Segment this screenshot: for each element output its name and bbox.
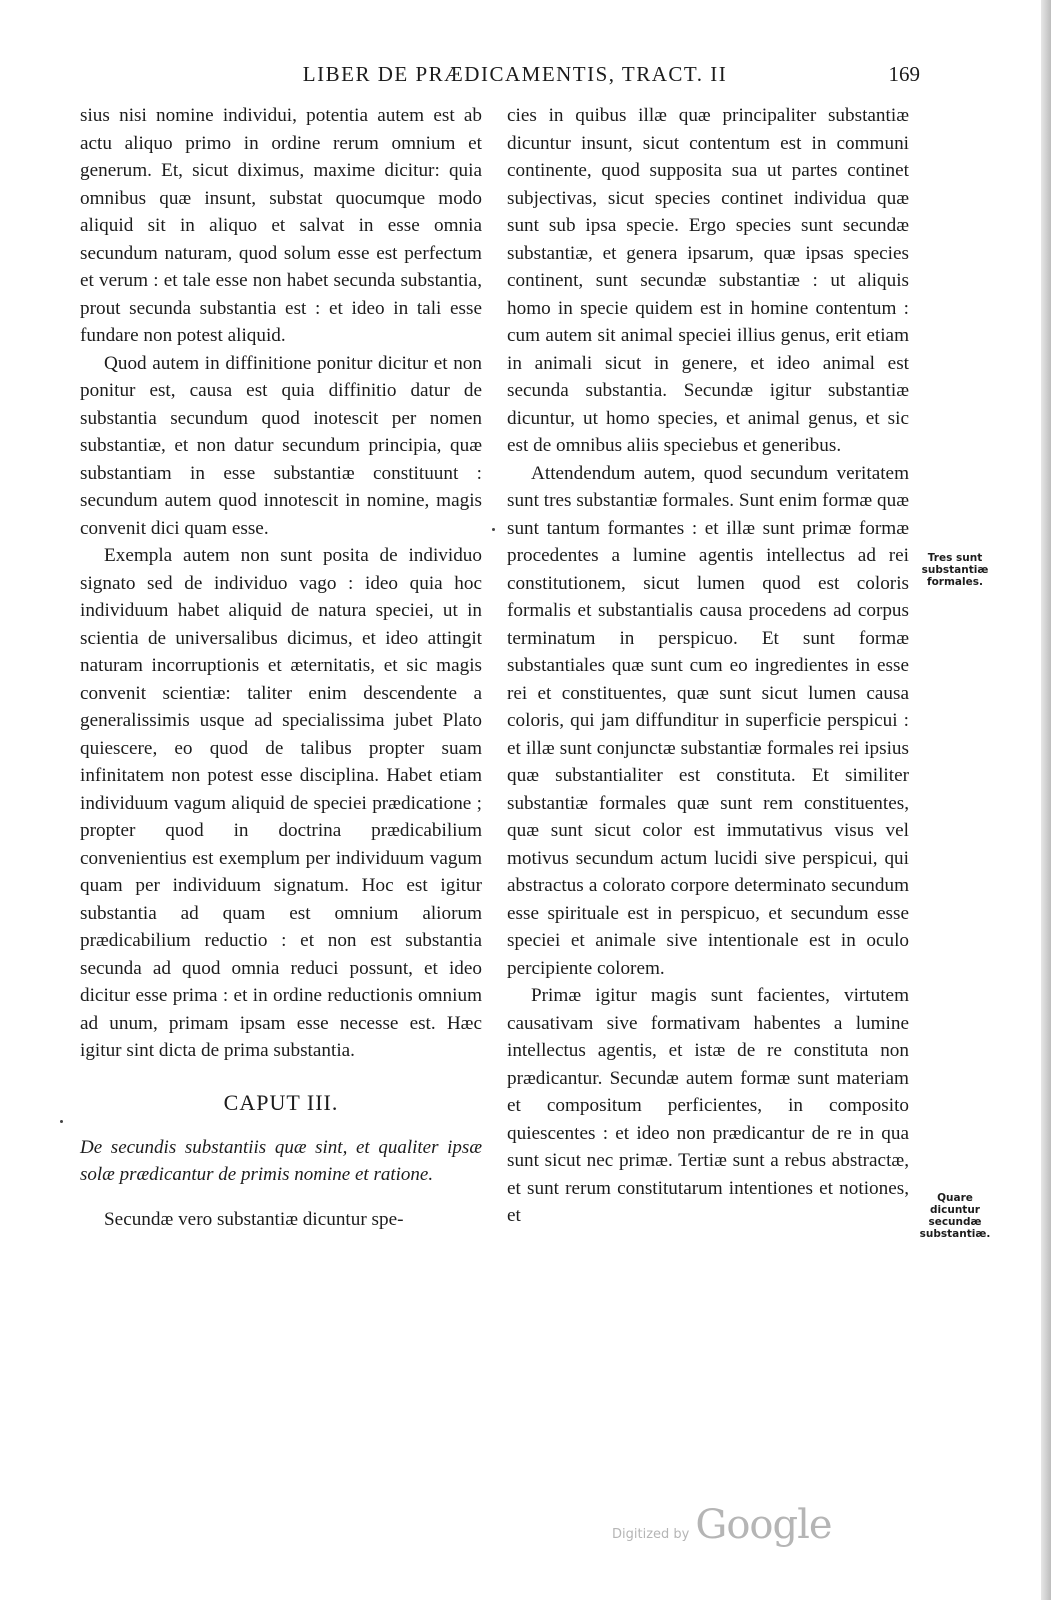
print-speck [492, 528, 495, 531]
paragraph: cies in quibus illæ quæ principaliter substantiæ dicuntur insunt, sicut contentum est in communi continente, quod supposita sua ut partes continet subjectivas, sicut species continet individua quæ sunt sub ipsa specie. Ergo species sunt secundæ substantiæ, et genera ipsarum, quæ ipsas species continent, sunt secundæ substantiæ : ut aliquis homo in specie quidem est in homine contentum : cum autem sit animal speciei illius genus, erit etiam in animali sicut in genere, et ideo animal est secunda substantia. Secundæ igitur substantiæ dicuntur, ut homo species, et animal genus, et sic est de omnibus aliis speciebus et generibus. [507, 105, 909, 456]
digitized-watermark [612, 1502, 832, 1548]
paragraph: Quod autem in diffinitione ponitur dicitur et non ponitur est, causa est quia diffinitio datur de substantia secundum quod inotescit per nomen substantiæ, et non datur secundum principia, quæ substantiam in esse substantiæ constituunt : secundum autem quod innotescit in nomine, magis convenit dici quam esse. [80, 352, 482, 539]
margin-note-formales: Tres sunt substantiæ formales. [921, 552, 989, 588]
page-edge-shadow [1041, 0, 1051, 1600]
watermark-prefix: Digitized by [612, 1527, 690, 1542]
google-logo: Google [695, 1502, 832, 1548]
page-number: 169 [888, 62, 920, 86]
print-speck [60, 1120, 63, 1123]
margin-note-quare: Quare dicuntur secundæ substantiæ. [919, 1192, 991, 1240]
paragraph: Secundæ vero substantiæ dicuntur spe- [104, 1209, 404, 1230]
paragraph: Attendendum autem, quod secundum veritatem sunt tres substantiæ formales. Sunt enim formæ quæ sunt tantum formantes : et illæ sunt primæ formæ procedentes a lumine agentis intellectus ad rei constitutionem, sicut lumen quod est coloris formalis et substantialis causa procedens ad corpus terminatum in perspicuo. Et sunt formæ substantiales quæ sunt cum eo ingredientes in esse rei et constituentes, quæ sunt sicut lumen causa coloris, qui jam diffunditur in superficie perspicui : et illæ sunt conjunctæ substantiæ formales rei ipsius quæ substantialiter est constituta. Et similiter substantiæ formales quæ sunt rem constituentes, quæ sunt sicut color est immutativus visus vel motivus secundum actum lucidi sive perspicui, qui abstractus a colorato corpore determinato secundum esse spirituale est in perspicuo, et secundum esse speciei et animale sive intentionale est in oculo percipiente colorem. [507, 462, 909, 979]
chapter-subtitle: De secundis substantiis quæ sint, et qualiter ipsæ solæ prædicantur de primis nomine et ratione. [80, 1137, 482, 1185]
paragraph: Exempla autem non sunt posita de individuo signato sed de individuo vago : ideo quia hoc individuum habet aliquid de natura speciei, ut in scientia de universalibus dicimus, et ideo attingit naturam incorruptionis et æternitatis, et sic magis convenit scientiæ: taliter enim descendente a generalissimis usque ad specialissima jubet Plato quiescere, eo quod de talibus propter suam infinitatem non potest esse disciplina. Habet etiam individuum vagum aliquid de speciei prædicatione ; propter quod in doctrina prædicabilium convenientius est exemplum per individuum vagum quam per individuum signatum. Hoc est igitur substantia ad quam est omnium aliorum prædicabilium reductio : et non est substantia secunda ad quod omnia reduci possunt, et ideo dicitur esse prima : et in ordine reductionis omnium ad unum, primam ipsam esse necesse est. Hæc igitur sint dicta de prima substantia. [80, 545, 482, 1061]
chapter-heading: CAPUT III. [223, 1089, 339, 1115]
paragraph: sius nisi nomine individui, potentia autem est ab actu aliquo primo in ordine rerum omnium et generum. Et, sicut diximus, maxime dicitur: quia omnibus quæ insunt, substat quocumque modo aliquid sit in aliquo et salvat in esse omnia secundum naturam, quod solum esse est perfectum et verum : et tale esse non habet secunda substantia, prout secunda substantia est : et ideo in tali esse fundare non potest aliquid. [80, 105, 482, 346]
page-header [80, 62, 920, 90]
paragraph: Primæ igitur magis sunt facientes, virtutem causativam sive formativam habentes a lumine intellectus agentis, et istæ de re constituta non prædicantur. Secundæ autem formæ sunt materiam et compositum perficientes, in composito quiescentes : et ideo non prædicantur de re in qua sunt sicut nec primæ. Tertiæ sunt a rebus abstractæ, et sunt rerum constitutarum intentiones et notiones, et [507, 985, 909, 1226]
left-column [80, 102, 482, 1234]
right-column [507, 102, 909, 1230]
running-title: LIBER DE PRÆDICAMENTIS, TRACT. II [302, 62, 728, 86]
